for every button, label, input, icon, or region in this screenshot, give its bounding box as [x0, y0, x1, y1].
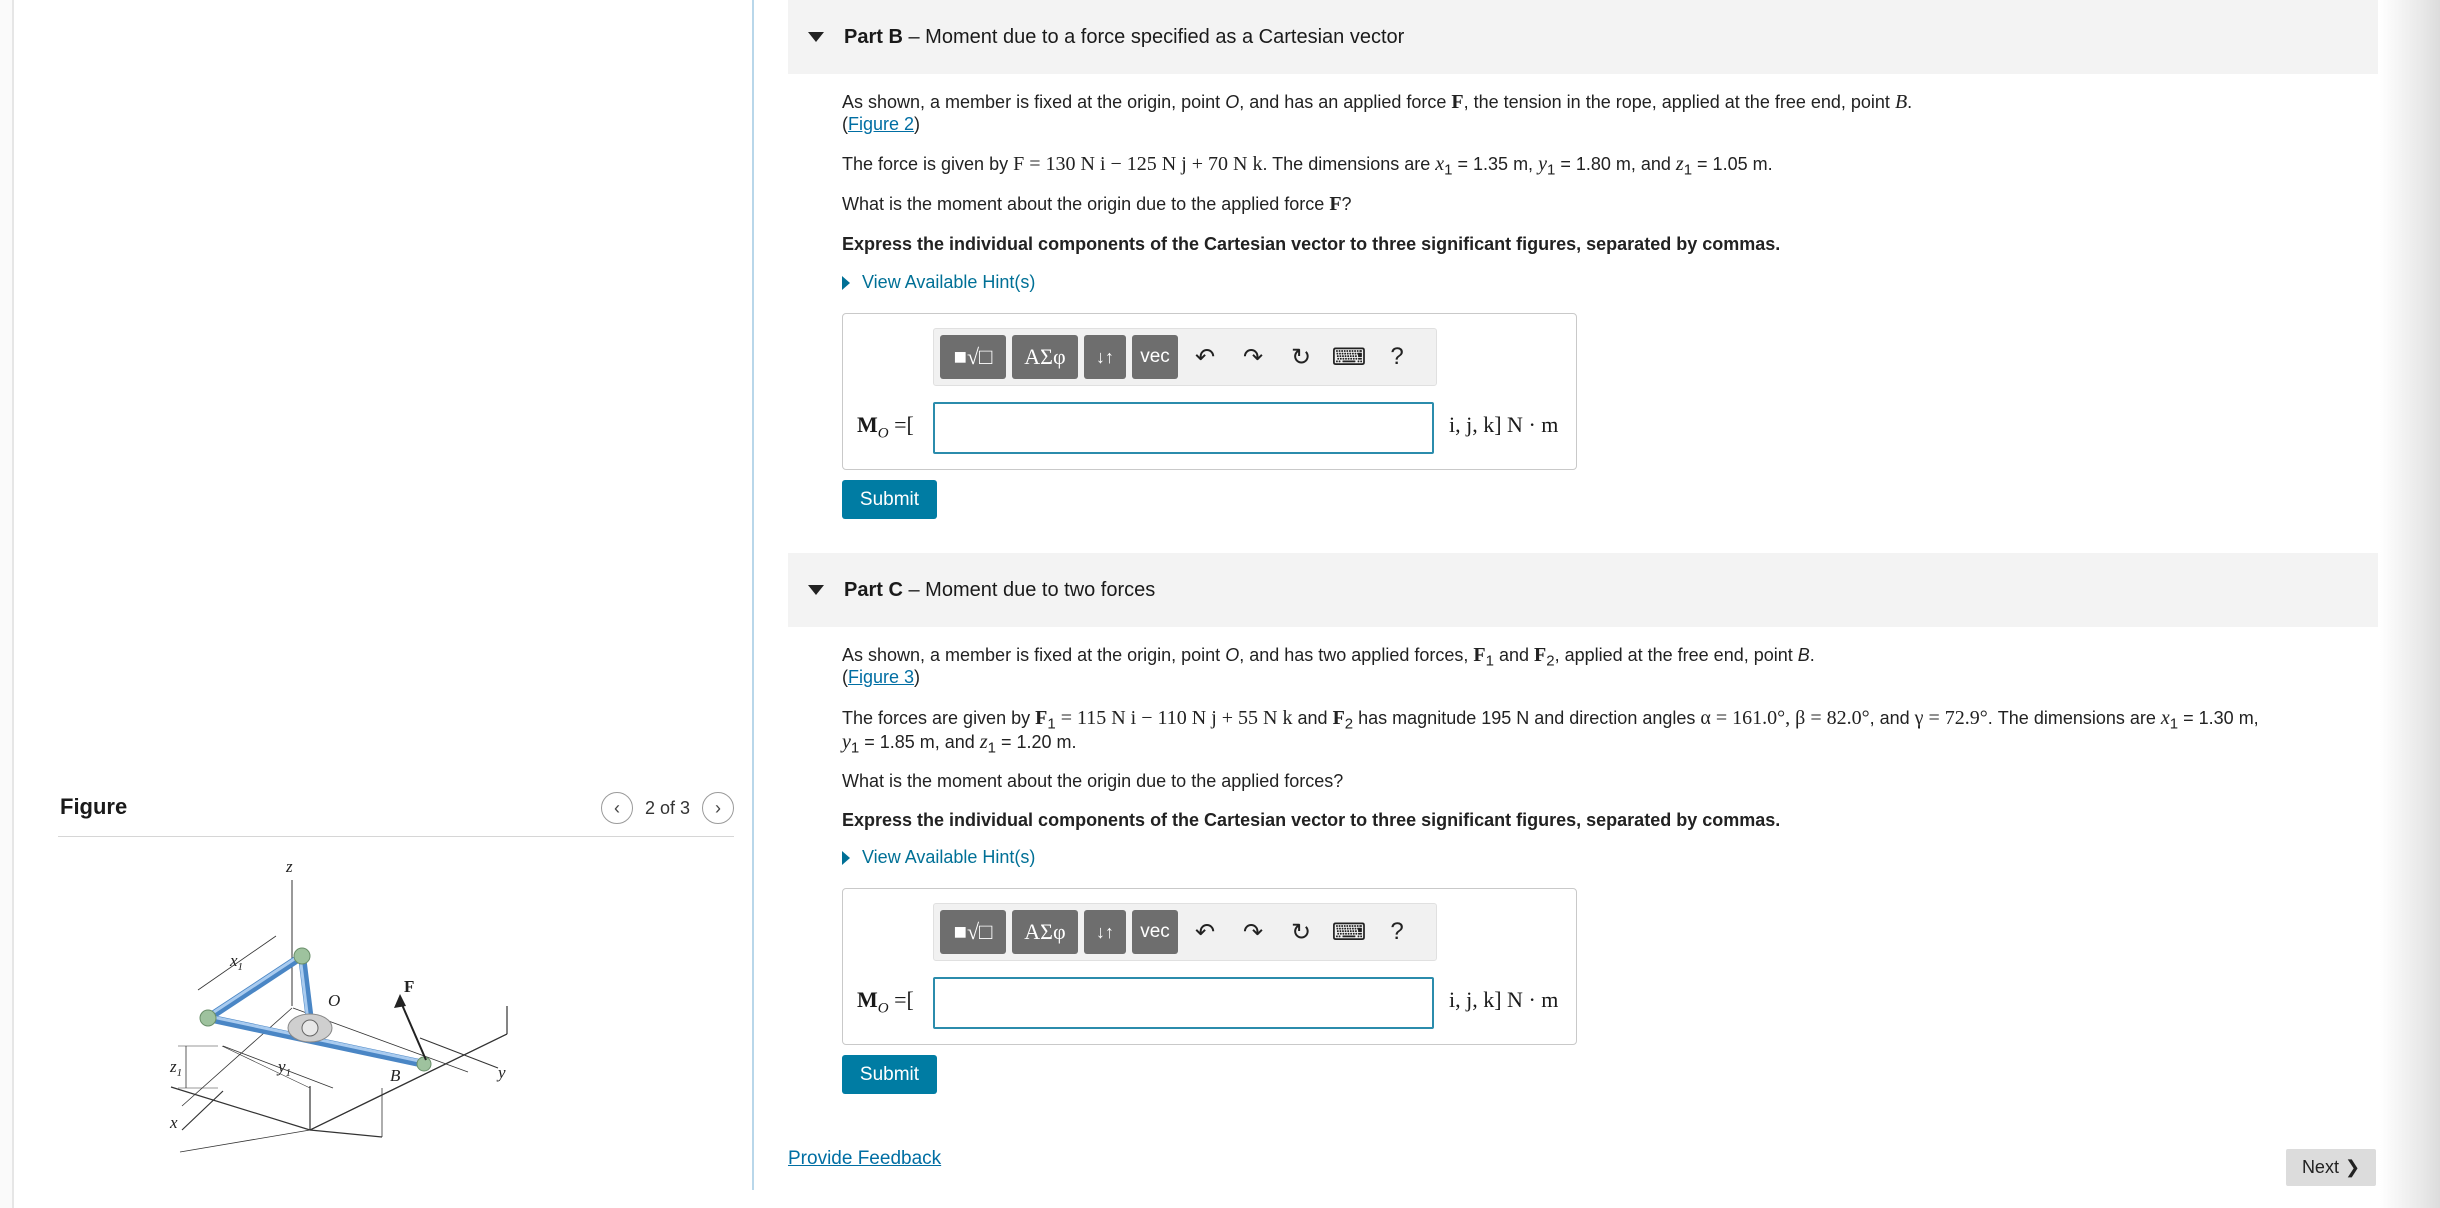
figure-title: Figure [60, 794, 128, 819]
panel-divider [752, 0, 754, 1190]
force-f-label: F [404, 977, 415, 996]
next-button[interactable] [2286, 1149, 2376, 1186]
part-c-answer-box [842, 888, 1577, 1045]
part-c-given-line2: $y_1 = 1.85$ m, and $z_1 = 1.20$ m. [842, 731, 1077, 757]
greek-symbols-button[interactable]: ΑΣφ [1012, 910, 1078, 954]
part-c-title: Part C – Moment due to two forces [844, 578, 1156, 601]
redo-icon[interactable]: ↷ [1242, 918, 1264, 946]
part-b-header[interactable] [788, 0, 2378, 74]
help-icon[interactable]: ? [1390, 918, 1404, 945]
figure-diagram [168, 856, 688, 1156]
moment-label: $M_O$ =[ [857, 987, 914, 1017]
collapse-caret-icon[interactable] [808, 585, 824, 595]
subscript-button[interactable]: ↓↑ [1084, 910, 1126, 954]
part-c-given-line1: The forces are given by $F_1 = 115$ N i − 110 N j + 55 N k and $F_2$ has magnitude 195 N and direction angles α = 161.0°, β = 82.0°, and γ = 72.9°. The dimensions are $x_1 = 1.30$ m, [842, 707, 2259, 733]
part-b-question: What is the moment about the origin due to the applied force F? [842, 193, 1352, 215]
caret-right-icon [842, 276, 850, 290]
part-c-header[interactable] [788, 553, 2378, 627]
y1-label: $y_1$ [278, 1057, 292, 1079]
help-icon[interactable]: ? [1390, 343, 1404, 370]
chevron-right-icon: ❯ [2344, 1157, 2361, 1177]
keyboard-icon[interactable]: ⌨ [1331, 343, 1367, 371]
reset-icon[interactable]: ↻ [1290, 918, 1312, 946]
undo-icon[interactable]: ↶ [1194, 343, 1216, 371]
figure-3-link[interactable]: Figure 3 [848, 667, 915, 687]
units-label: i, j, k] N · m [1449, 412, 1559, 437]
x-axis-label: x [170, 1113, 178, 1132]
keyboard-icon[interactable]: ⌨ [1331, 918, 1367, 946]
part-c-submit-button[interactable]: Submit [842, 1055, 937, 1094]
vector-button[interactable]: vec [1132, 910, 1178, 954]
z-axis-label: z [286, 857, 293, 876]
greek-symbols-button[interactable]: ΑΣφ [1012, 335, 1078, 379]
part-b-description: As shown, a member is fixed at the origin, point O, and has an applied force F, the tension in the rope, applied at the free end, point B. [842, 91, 1913, 113]
reset-icon[interactable]: ↻ [1290, 343, 1312, 371]
part-c-hint-toggle[interactable]: View Available Hint(s) [842, 847, 1035, 868]
chevron-right-icon: › [715, 797, 721, 818]
y-axis-label: y [498, 1063, 506, 1082]
part-c-instruction: Express the individual components of the Cartesian vector to three significant figures, separated by commas. [842, 810, 1781, 830]
point-b-label: B [390, 1066, 401, 1085]
moment-label: $M_O$ =[ [857, 412, 914, 442]
templates-button[interactable]: ■√□ [940, 910, 1006, 954]
figure-2-link[interactable]: Figure 2 [848, 114, 915, 134]
figure-divider [58, 836, 734, 837]
part-b-instruction: Express the individual components of the Cartesian vector to three significant figures, separated by commas. [842, 234, 1781, 254]
part-b-submit-button[interactable]: Submit [842, 480, 937, 519]
moment-answer-input[interactable] [933, 402, 1434, 454]
collapse-caret-icon[interactable] [808, 32, 824, 42]
caret-right-icon [842, 851, 850, 865]
undo-icon[interactable]: ↶ [1194, 918, 1216, 946]
moment-answer-input[interactable] [933, 977, 1434, 1029]
part-c-description: As shown, a member is fixed at the origin, point O, and has two applied forces, $F_1$ and $F_2$, applied at the free end, point B. [842, 644, 1815, 670]
vector-button[interactable]: vec [1132, 335, 1178, 379]
part-b-answer-box [842, 313, 1577, 470]
z1-label: $z_1$ [170, 1057, 183, 1079]
figure-pager [601, 792, 734, 824]
units-label: i, j, k] N · m [1449, 987, 1559, 1012]
math-toolbar [933, 903, 1437, 961]
templates-button[interactable]: ■√□ [940, 335, 1006, 379]
part-b-figure-ref: (Figure 2) [842, 114, 921, 134]
part-b-title: Part B – Moment due to a force specified as a Cartesian vector [844, 25, 1405, 48]
chevron-left-icon: ‹ [613, 797, 620, 818]
subscript-button[interactable]: ↓↑ [1084, 335, 1126, 379]
next-figure-button[interactable] [702, 792, 734, 824]
left-border [0, 0, 14, 1208]
next-label: Next [2301, 1157, 2339, 1177]
right-scroll-shadow [2380, 0, 2440, 1208]
math-toolbar [933, 328, 1437, 386]
x1-label: $x_1$ [230, 951, 244, 973]
provide-feedback-link[interactable]: Provide Feedback [788, 1148, 942, 1169]
figure-page-indicator: 2 of 3 [644, 797, 690, 818]
redo-icon[interactable]: ↷ [1242, 343, 1264, 371]
prev-figure-button[interactable] [601, 792, 633, 824]
part-b-hint-toggle[interactable]: View Available Hint(s) [842, 272, 1035, 293]
part-c-figure-ref: (Figure 3) [842, 667, 921, 687]
origin-label: O [328, 991, 341, 1010]
part-c-question: What is the moment about the origin due to the applied forces? [842, 771, 1344, 791]
part-b-given: The force is given by F = 130 N i − 125 N j + 70 N k. The dimensions are $x_1 = 1.35$ m, $y_1 = 1.80$ m, and $z_1 = 1.05$ m. [842, 153, 1773, 179]
